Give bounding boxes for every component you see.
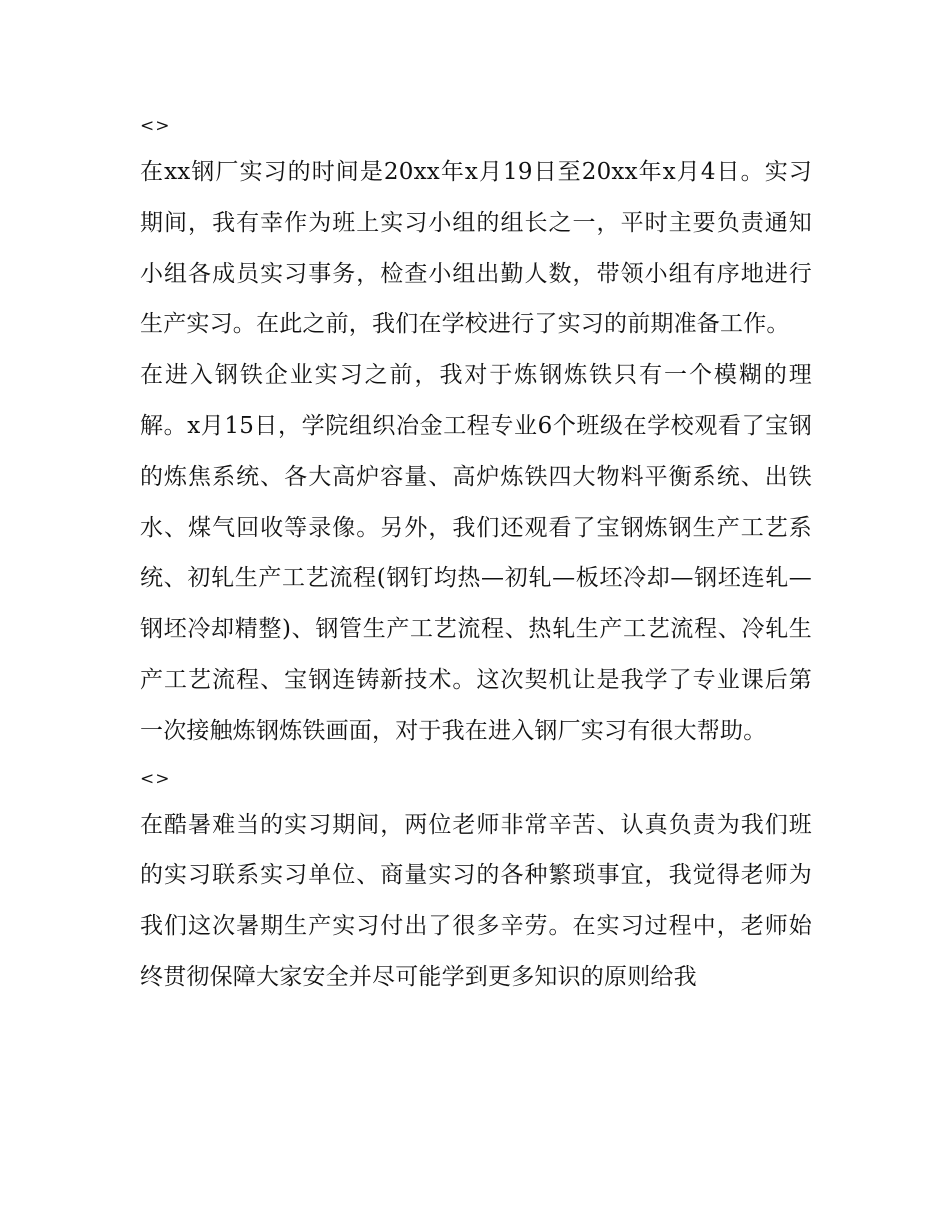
- section-marker: <>: [140, 116, 171, 136]
- document-body: [140, 110, 812, 1003]
- paragraph-internship-period: 在xx钢厂实习的时间是20xx年x月19日至20xx年x月4日。实习期间，我有幸作为班上实习小组的组长之一，平时主要负责通知小组各成员实习事务，检查小组出勤人数，带领小组有序地进行生产实习。在此之前，我们在学校进行了实习的前期准备工作。: [140, 159, 812, 338]
- paragraph-teachers-effort: 在酷暑难当的实习期间，两位老师非常辛苦、认真负责为我们班的实习联系实习单位、商量实习的各种繁琐事宜，我觉得老师为我们这次暑期生产实习付出了很多辛劳。在实习过程中，老师始终贯彻保障大家安全并尽可能学到更多知识的原则给我: [140, 811, 812, 990]
- paragraph-pre-internship-study: 在进入钢铁企业实习之前，我对于炼钢炼铁只有一个模糊的理解。x月15日，学院组织冶金工程专业6个班级在学校观看了宝钢的炼焦系统、各大高炉容量、高炉炼铁四大物料平衡系统、出铁水、煤气回收等录像。另外，我们还观看了宝钢炼钢生产工艺系统、初轧生产工艺流程(钢钉均热—初轧—板坯冷却—钢坯连轧—钢坯冷却精整)、钢管生产工艺流程、热轧生产工艺流程、冷轧生产工艺流程、宝钢连铸新技术。这次契机让是我学了专业课后第一次接触炼钢炼铁画面，对于我在进入钢厂实习有很大帮助。: [140, 362, 812, 744]
- section-marker: <>: [140, 768, 171, 789]
